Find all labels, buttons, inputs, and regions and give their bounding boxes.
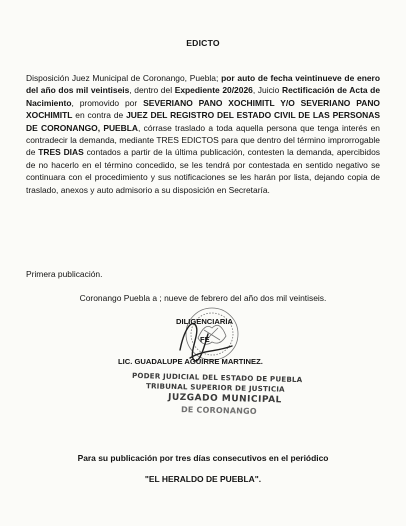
- footer-newspaper: "EL HERALDO DE PUEBLA".: [144, 474, 262, 484]
- body-bold-date: por auto de fecha veintinueve de enero del año dos mil veintiseis: [26, 73, 380, 96]
- body-text-7: contados a partir de la última publicación, contesten la demanda, apercibidos de no hacerlo en el término concedido, se les tendrá por contestada en sentido negativo se continuara con el procedimiento y sus notificaciones se les harán por lista, dejando copia de traslado, anexos y auto admisorio a su disposición en Secretaría.: [26, 147, 380, 195]
- signer-fe: FE: [200, 335, 210, 344]
- edict-body: [26, 72, 380, 196]
- body-bold-demandado: JUEZ DEL REGISTRO DEL ESTADO CIVIL DE LAS PERSONAS DE CORONANGO, PUEBLA: [26, 110, 380, 133]
- stamp-line-4: DE CORONANGO: [180, 405, 257, 416]
- place-date-line: Coronango Puebla a ; nueve de febrero del año dos mil veintiseis.: [79, 293, 327, 303]
- body-text-6: , córrase traslado a toda aquella persona que tenga interés en contradecir la demanda, mediante TRES EDICTOS para que dentro del término improrrogable de: [26, 122, 380, 158]
- footer-instruction: Para su publicación por tres días consecutivos en el periódico: [77, 453, 329, 463]
- signature-block: [0, 300, 406, 416]
- body-bold-expediente: Expediente 20/2026: [174, 85, 253, 96]
- body-text-4: , promovido por: [71, 97, 144, 108]
- body-text-5: en contra de: [72, 110, 127, 121]
- document-title: EDICTO: [186, 38, 220, 48]
- body-bold-juicio: Rectificación de Acta de Nacimiento: [26, 85, 381, 108]
- signer-role: DILIGENCIARIA: [176, 317, 233, 326]
- body-bold-promovente: SEVERIANO PANO XOCHIMITL Y/O SEVERIANO PANO XOCHIMITL: [26, 97, 380, 121]
- body-text-3: , Juicio: [252, 85, 282, 96]
- stamp-line-1: PODER JUDICIAL DEL ESTADO DE PUEBLA: [131, 370, 303, 385]
- stamp-line-2: TRIBUNAL SUPERIOR DE JUSTICIA: [145, 381, 285, 394]
- publication-notice: Primera publicación.: [26, 269, 103, 279]
- body-bold-plazo: TRES DIAS: [38, 147, 84, 158]
- body-text-1: Disposición Juez Municipal de Coronango, Puebla;: [26, 73, 222, 83]
- body-text-2: , dentro del: [129, 85, 175, 96]
- signer-name: LIC. GUADALUPE AGUIRRE MARTINEZ.: [118, 357, 263, 366]
- stamp-line-3: JUZGADO MUNICIPAL: [167, 392, 282, 406]
